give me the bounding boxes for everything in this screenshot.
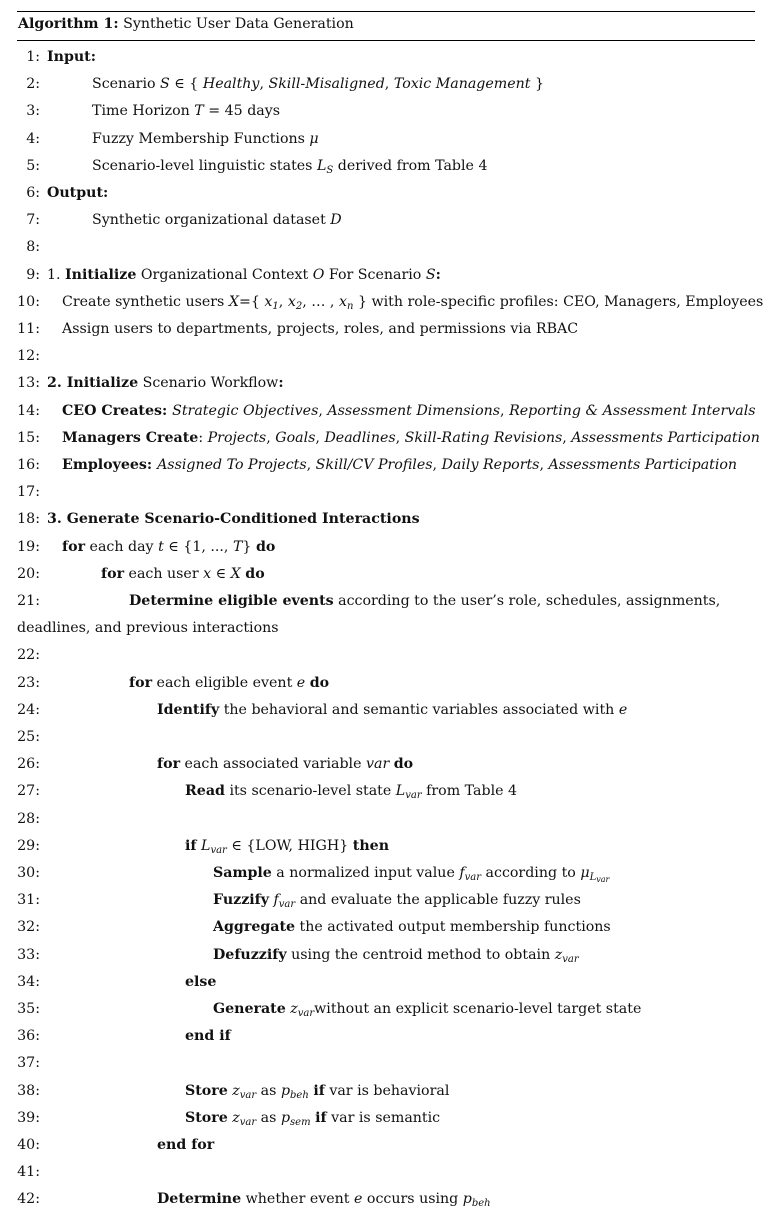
- text-segment: Toxic Management: [393, 76, 531, 93]
- text-segment: e: [354, 1191, 363, 1208]
- text-segment: ,: [278, 293, 288, 310]
- text-segment: }: [530, 76, 545, 93]
- text-segment: Goals: [275, 429, 316, 446]
- line-number: 33:: [17, 946, 40, 963]
- algorithm-line: [0, 370, 764, 396]
- text-segment: For Scenario: [324, 266, 426, 283]
- line-number: 23:: [17, 674, 40, 691]
- text-segment: for: [129, 674, 153, 691]
- subscript: n: [346, 300, 354, 312]
- line-number: 38:: [17, 1082, 40, 1099]
- algorithm-line: [0, 642, 764, 668]
- algorithm-line: [0, 71, 764, 97]
- line-text: [17, 615, 279, 641]
- text-segment: Assigned To Projects: [157, 457, 307, 473]
- algorithm-line: [0, 778, 764, 804]
- text-segment: ,: [395, 429, 405, 446]
- line-number: 3:: [26, 103, 40, 120]
- text-segment: ,: [562, 429, 572, 446]
- algorithm-line: [0, 1050, 764, 1076]
- text-segment: Scenario-level linguistic states: [92, 157, 317, 174]
- text-segment: Assessments Participation: [571, 429, 760, 446]
- text-segment: } with role-specific profiles: CEO, Managers, Employees: [353, 293, 764, 310]
- text-segment: 2. Initialize: [47, 375, 139, 392]
- text-segment: Skill-Rating Revisions: [404, 429, 563, 446]
- algorithm-line: [0, 126, 764, 152]
- text-segment: its scenario-level state: [224, 783, 396, 800]
- text-segment: Determine: [157, 1191, 242, 1208]
- text-segment: do: [245, 565, 265, 582]
- text-segment: ,: [266, 429, 276, 446]
- text-segment: t: [158, 538, 164, 555]
- text-segment: if: [315, 1109, 327, 1126]
- algorithm-line: [0, 343, 764, 369]
- algorithm-line: [0, 670, 764, 696]
- line-number: 6:: [26, 185, 40, 201]
- subscript: var: [210, 844, 227, 856]
- text-segment: end for: [157, 1137, 215, 1153]
- text-segment: without an explicit scenario-level target state: [314, 1001, 642, 1017]
- line-text: [47, 180, 108, 206]
- text-segment: each user: [124, 565, 204, 582]
- line-number: 21:: [17, 593, 40, 609]
- text-segment: 1.: [47, 266, 66, 283]
- subscript: sem: [290, 1116, 311, 1128]
- text-segment: Output:: [47, 185, 109, 201]
- subscript: var: [464, 872, 482, 883]
- line-text: [62, 316, 578, 342]
- text-segment: ={: [238, 293, 265, 310]
- top-rule: [17, 11, 755, 12]
- line-number: 25:: [17, 729, 40, 745]
- line-number: 8:: [26, 239, 40, 256]
- line-number: 4:: [26, 130, 40, 147]
- text-segment: ,: [259, 76, 269, 93]
- text-segment: the activated output membership functions: [295, 919, 611, 936]
- line-text: [62, 452, 737, 478]
- line-text: [92, 207, 342, 233]
- text-segment: Identify: [157, 701, 220, 718]
- algorithm-line: [0, 425, 764, 451]
- text-segment: Time Horizon: [92, 103, 195, 120]
- algorithm-line: [0, 724, 764, 750]
- line-number: 18:: [17, 511, 40, 528]
- text-segment: Sample: [213, 865, 272, 881]
- line-text: [157, 1186, 491, 1217]
- text-segment: Synthetic organizational dataset: [92, 212, 331, 229]
- algorithm-line: [0, 1078, 764, 1104]
- line-number: 15:: [17, 429, 40, 446]
- subscript: beh: [290, 1089, 309, 1101]
- algorithm-line: [0, 697, 764, 723]
- text-segment: :: [198, 429, 208, 446]
- algorithm-line: [0, 398, 764, 424]
- algorithm-line: [0, 289, 764, 315]
- text-segment: Healthy: [202, 76, 260, 93]
- text-segment: z: [290, 1001, 298, 1017]
- line-number: 32:: [17, 919, 40, 936]
- algorithm-label: Algorithm 1:: [18, 16, 119, 32]
- text-segment: z: [232, 1109, 240, 1126]
- line-number: 39:: [17, 1109, 40, 1126]
- text-segment: end if: [185, 1028, 231, 1045]
- algorithm-line: [0, 234, 764, 260]
- algorithm-line: [0, 996, 764, 1022]
- algorithm-line: [0, 534, 764, 560]
- algorithm-line: [0, 860, 764, 886]
- text-segment: the behavioral and semantic variables associated with: [219, 701, 619, 718]
- text-segment: Strategic Objectives: [172, 402, 319, 419]
- line-number: 20:: [17, 565, 40, 582]
- text-segment: deadlines, and previous interactions: [17, 620, 279, 637]
- line-number: 14:: [17, 402, 40, 419]
- line-text: [47, 506, 420, 532]
- subscript: var: [405, 790, 422, 802]
- text-segment: from Table 4: [421, 783, 518, 800]
- line-number: 41:: [17, 1164, 40, 1181]
- text-segment: do: [393, 756, 414, 773]
- text-segment: Read: [185, 783, 225, 800]
- line-text: [101, 561, 265, 587]
- text-segment: ,: [318, 402, 328, 419]
- text-segment: Fuzzy Membership Functions: [92, 130, 310, 147]
- text-segment: ,: [384, 76, 394, 93]
- line-number: 40:: [17, 1137, 40, 1153]
- text-segment: μ: [309, 130, 319, 147]
- text-segment: var: [365, 756, 390, 773]
- algorithm-line: [0, 1023, 764, 1049]
- text-segment: for: [101, 565, 125, 582]
- text-segment: ,: [432, 457, 442, 473]
- subscript: S: [326, 164, 334, 176]
- text-segment: p: [280, 1109, 291, 1126]
- text-segment: Daily Reports: [441, 457, 540, 473]
- line-text: [92, 98, 280, 124]
- line-number: 19:: [17, 538, 40, 555]
- line-number: 12:: [17, 348, 40, 365]
- line-number: 10:: [17, 293, 40, 310]
- text-segment: whether event: [241, 1191, 355, 1208]
- algorithm-line: [0, 887, 764, 913]
- subscript: var: [297, 1008, 315, 1019]
- text-segment: ∈: [211, 565, 231, 582]
- text-segment: f: [273, 892, 279, 909]
- text-segment: and evaluate the applicable fuzzy rules: [295, 892, 581, 909]
- subscript: 1: [272, 300, 279, 312]
- text-segment: Assessment Dimensions: [327, 402, 501, 419]
- line-number: 35:: [17, 1001, 40, 1017]
- text-segment: L: [316, 157, 327, 174]
- text-segment: S: [160, 76, 170, 93]
- algorithm-line: [0, 1105, 764, 1131]
- text-segment: occurs using: [362, 1191, 463, 1208]
- text-segment: var is semantic: [326, 1109, 441, 1126]
- algorithm-title: Synthetic User Data Generation: [123, 16, 354, 32]
- algorithm-line: [0, 316, 764, 342]
- text-segment: z: [232, 1082, 240, 1099]
- algorithm-line: [0, 751, 764, 777]
- text-segment: z: [554, 946, 563, 963]
- text-segment: ∈ {: [169, 76, 203, 93]
- line-text: [157, 697, 627, 723]
- line-number: 37:: [17, 1055, 40, 1072]
- text-segment: Scenario: [92, 76, 161, 93]
- line-number: 42:: [17, 1191, 40, 1208]
- text-segment: :: [435, 266, 441, 283]
- line-number: 17:: [17, 484, 40, 501]
- text-segment: each day: [85, 538, 159, 555]
- text-segment: Create synthetic users: [62, 293, 229, 310]
- algorithm-line: [0, 506, 764, 532]
- text-segment: Assessments Participation: [548, 457, 738, 473]
- line-number: 2:: [26, 76, 40, 93]
- text-segment: Skill-Misaligned: [268, 76, 385, 93]
- text-segment: μ: [580, 865, 590, 881]
- text-segment: Employees:: [62, 457, 158, 473]
- text-segment: e: [618, 701, 628, 718]
- text-segment: Organizational Context: [136, 266, 313, 283]
- line-text: [62, 534, 275, 560]
- algorithm-line: [0, 207, 764, 233]
- algorithm-line: [0, 969, 764, 995]
- subscript: Lvar: [589, 872, 610, 884]
- line-text: [92, 126, 319, 152]
- text-segment: = 45 days: [203, 103, 281, 120]
- algorithm-line: [0, 1132, 764, 1158]
- algorithm-line: [0, 942, 764, 968]
- algorithm-line: [0, 479, 764, 505]
- line-text: [47, 262, 441, 288]
- text-segment: Determine eligible events: [129, 593, 334, 609]
- algorithm-line: [0, 1186, 764, 1212]
- line-number: 16:: [17, 457, 40, 473]
- line-number: 30:: [17, 865, 40, 881]
- subscript: var: [562, 953, 579, 965]
- text-segment: according to: [481, 865, 581, 881]
- text-segment: Fuzzify: [213, 892, 269, 909]
- text-segment: L: [395, 783, 406, 800]
- text-segment: a normalized input value: [271, 865, 460, 881]
- text-segment: x: [264, 293, 273, 310]
- algorithm-line: [0, 588, 764, 614]
- algorithm-line: [0, 806, 764, 832]
- algorithm-line: [0, 262, 764, 288]
- text-segment: using the centroid method to obtain: [286, 946, 555, 963]
- line-number: 9:: [26, 266, 40, 283]
- text-segment: O: [312, 266, 325, 283]
- algorithm-line: [0, 98, 764, 124]
- line-number: 11:: [17, 321, 40, 337]
- text-segment: ,: [500, 402, 510, 419]
- text-segment: X: [230, 565, 241, 582]
- text-segment: Skill/CV Profiles: [315, 457, 433, 473]
- text-segment: derived from Table 4: [333, 157, 488, 174]
- line-text: [157, 751, 413, 777]
- text-segment: ,: [306, 457, 316, 473]
- algorithm-line: [0, 153, 764, 179]
- text-segment: for: [62, 538, 86, 555]
- text-segment: if: [313, 1082, 325, 1099]
- text-segment: else: [185, 973, 217, 990]
- text-segment: Input:: [47, 49, 96, 65]
- text-segment: f: [459, 865, 465, 881]
- text-segment: each eligible event: [152, 674, 297, 691]
- algorithm-caption: [18, 16, 354, 32]
- subscript: var: [239, 1116, 257, 1128]
- text-segment: T: [232, 538, 243, 555]
- line-number: 31:: [17, 892, 40, 909]
- line-text: [47, 44, 96, 70]
- line-text: [185, 969, 216, 995]
- line-number: 13:: [17, 375, 40, 392]
- text-segment: ∈ {LOW, HIGH}: [226, 837, 353, 854]
- text-segment: then: [352, 837, 390, 854]
- text-segment: do: [309, 674, 330, 691]
- text-segment: p: [462, 1191, 472, 1208]
- text-segment: as: [256, 1082, 281, 1099]
- algorithm-line: [0, 44, 764, 70]
- algorithm-line: [0, 1159, 764, 1185]
- text-segment: if: [185, 837, 197, 854]
- text-segment: do: [255, 538, 276, 555]
- text-segment: D: [330, 212, 342, 229]
- text-segment: x: [203, 565, 212, 582]
- text-segment: Scenario Workflow: [138, 375, 279, 392]
- line-number: 28:: [17, 810, 40, 827]
- text-segment: Defuzzify: [213, 946, 287, 963]
- text-segment: ∈ {1, ...,: [163, 538, 233, 555]
- text-segment: Assign users to departments, projects, roles, and permissions via RBAC: [62, 321, 579, 337]
- text-segment: for: [157, 756, 181, 773]
- text-segment: }: [242, 538, 256, 555]
- line-text: [47, 370, 284, 396]
- text-segment: Generate: [213, 1001, 286, 1017]
- line-number: 36:: [17, 1028, 40, 1045]
- algorithm-line: [0, 452, 764, 478]
- caption-rule: [17, 40, 755, 41]
- text-segment: each associated variable: [180, 756, 366, 773]
- text-segment: L: [201, 837, 211, 854]
- line-number: 26:: [17, 756, 40, 773]
- text-segment: as: [256, 1109, 281, 1126]
- line-text: [62, 398, 756, 424]
- line-number: 5:: [26, 157, 40, 174]
- line-text: [129, 588, 720, 614]
- text-segment: S: [425, 266, 436, 283]
- subscript: 2: [295, 300, 303, 312]
- text-segment: Initialize: [65, 266, 137, 283]
- text-segment: x: [287, 293, 296, 310]
- line-number: 22:: [17, 647, 40, 664]
- algorithm-line: [0, 561, 764, 587]
- line-text: [157, 1132, 214, 1158]
- line-number: 34:: [17, 973, 40, 990]
- text-segment: Managers Create: [62, 429, 199, 446]
- text-segment: , … ,: [302, 293, 339, 310]
- algorithm-line: [0, 914, 764, 940]
- text-segment: Store: [185, 1109, 228, 1126]
- text-segment: Projects: [207, 429, 267, 446]
- line-text: [62, 425, 760, 451]
- text-segment: var is behavioral: [324, 1082, 450, 1099]
- algorithm-line: [0, 180, 764, 206]
- algorithm-line: [0, 615, 764, 641]
- line-text: [129, 670, 329, 696]
- text-segment: Reporting & Assessment Intervals: [509, 402, 756, 419]
- text-segment: x: [338, 293, 347, 310]
- subscript: var: [278, 899, 296, 911]
- text-segment: according to the user’s role, schedules, assignments,: [333, 593, 721, 609]
- line-text: [213, 914, 611, 940]
- line-number: 27:: [17, 783, 40, 800]
- text-segment: Store: [185, 1082, 228, 1099]
- text-segment: p: [280, 1082, 291, 1099]
- text-segment: Deadlines: [324, 429, 396, 446]
- line-number: 1:: [26, 49, 40, 65]
- text-segment: 3. Generate Scenario-Conditioned Interactions: [47, 511, 420, 528]
- text-segment: X: [228, 293, 239, 310]
- text-segment: T: [194, 103, 204, 120]
- line-number: 29:: [17, 837, 40, 854]
- line-text: [185, 1023, 231, 1049]
- subscript: var: [239, 1089, 257, 1101]
- subscript: beh: [471, 1198, 491, 1210]
- algorithm-line: [0, 833, 764, 859]
- text-segment: Aggregate: [213, 919, 296, 936]
- line-number: 7:: [26, 212, 40, 229]
- text-segment: CEO Creates:: [62, 402, 173, 419]
- text-segment: e: [296, 674, 306, 691]
- text-segment: :: [278, 375, 284, 392]
- text-segment: ,: [539, 457, 549, 473]
- text-segment: ,: [315, 429, 325, 446]
- line-text: [92, 71, 544, 97]
- line-number: 24:: [17, 701, 40, 718]
